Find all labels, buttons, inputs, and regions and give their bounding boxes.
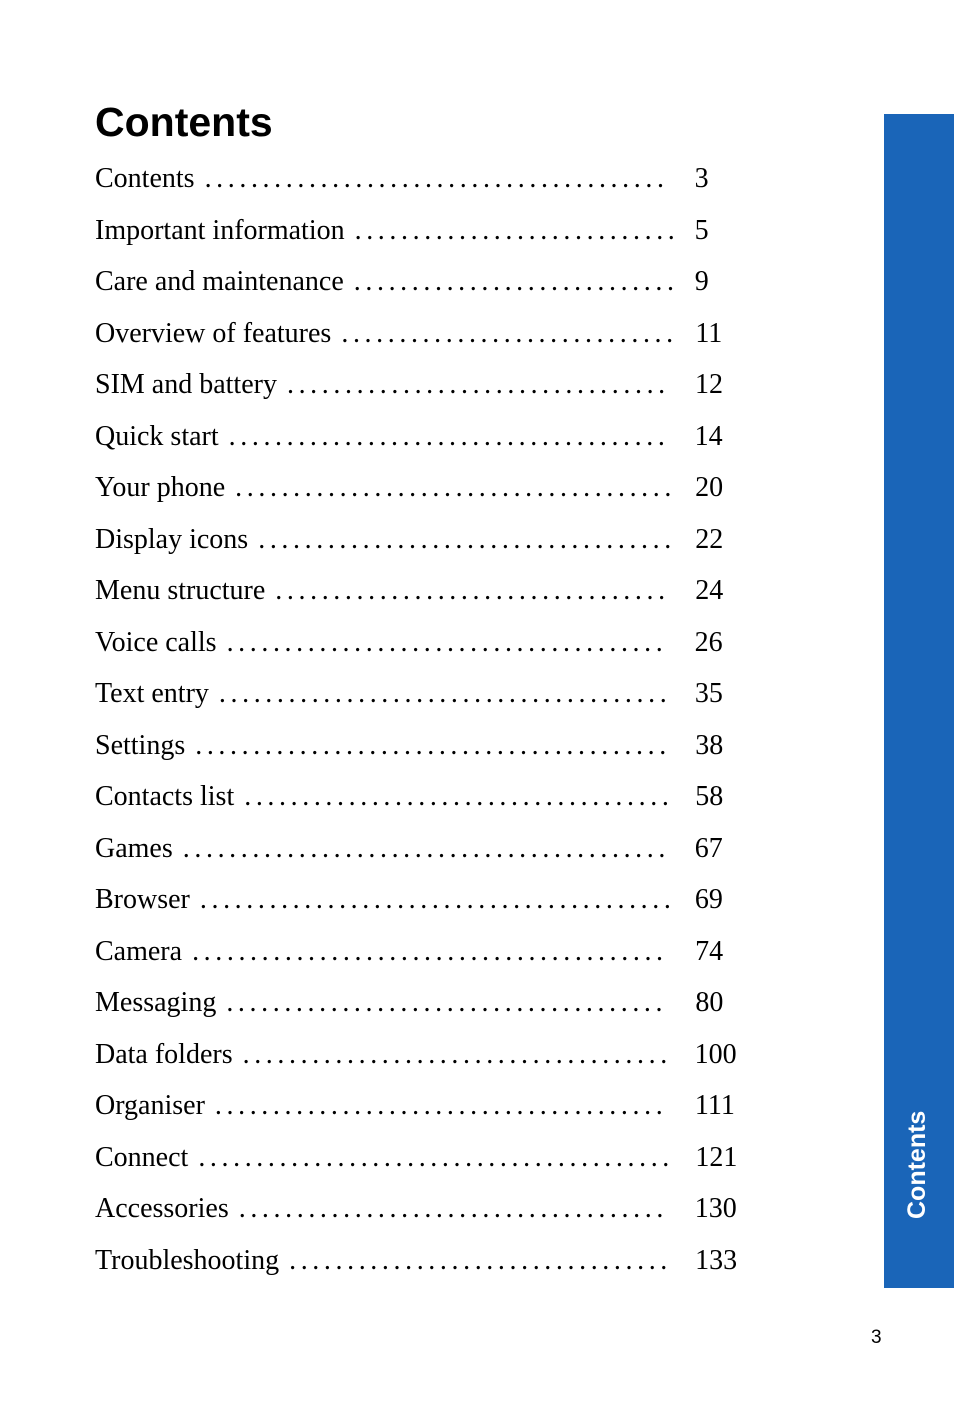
toc-entry-page: 12 [694, 369, 723, 400]
toc-entry-title: Accessories [95, 1193, 229, 1224]
toc-entry-title: Troubleshooting [95, 1244, 280, 1276]
toc-entry[interactable] [95, 369, 755, 421]
toc-entry-page: 121 [695, 1141, 738, 1173]
toc-dot-leader: ...................................... [235, 472, 676, 503]
toc-entry[interactable] [95, 472, 755, 524]
toc-entry-title: Organiser [95, 1090, 205, 1121]
side-tab-label: Contents [903, 1110, 931, 1219]
toc-dot-leader: ......................................... [192, 935, 668, 967]
toc-entry-page: 100 [694, 1038, 737, 1070]
toc-entry[interactable] [95, 1039, 755, 1091]
toc-entry[interactable] [95, 524, 755, 576]
toc-entry-title: Quick start [95, 420, 219, 452]
toc-entry-page: 38 [695, 729, 724, 761]
toc-entry-title: SIM and battery [95, 369, 277, 400]
toc-entry-title: Camera [95, 935, 183, 967]
toc-entry[interactable] [95, 1245, 755, 1297]
toc-entry[interactable] [95, 421, 755, 473]
toc-entry[interactable] [95, 575, 755, 627]
page-title: Contents [95, 99, 273, 145]
toc-entry-title: Contents [95, 163, 195, 194]
toc-entry-title: Settings [95, 729, 186, 761]
toc-entry-title: Important information [95, 214, 345, 246]
page-number: 3 [871, 1327, 882, 1348]
toc-entry[interactable] [95, 1142, 755, 1194]
toc-entry-title: Your phone [95, 472, 226, 503]
toc-dot-leader: ............................. [341, 317, 678, 349]
toc-entry-title: Games [95, 832, 173, 864]
toc-entry-title: Data folders [95, 1038, 233, 1070]
toc-dot-leader: ......................................... [195, 729, 671, 761]
toc-entry-page: 35 [694, 678, 723, 709]
toc-entry-page: 26 [694, 626, 723, 658]
toc-entry-page: 9 [694, 266, 709, 297]
toc-entry-title: Overview of features [95, 317, 332, 349]
toc-entry-page: 80 [695, 987, 724, 1018]
toc-entry-title: Text entry [95, 678, 209, 709]
toc-entry[interactable] [95, 678, 755, 730]
toc-dot-leader: ............................ [353, 266, 679, 297]
toc-entry[interactable] [95, 987, 755, 1039]
toc-entry[interactable] [95, 163, 755, 215]
toc-entry-title: Browser [95, 884, 190, 915]
toc-dot-leader: ................................. [286, 369, 670, 400]
toc-entry-page: 58 [695, 781, 724, 812]
toc-entry-page: 14 [694, 420, 723, 452]
toc-entry[interactable] [95, 781, 755, 833]
toc-entry-page: 20 [695, 472, 724, 503]
toc-entry-page: 5 [694, 214, 709, 246]
toc-entry-title: Connect [95, 1141, 189, 1173]
toc-dot-leader: ...................................... [226, 987, 668, 1018]
toc-dot-leader: .................................. [275, 575, 670, 606]
toc-dot-leader: .................................... [258, 523, 676, 555]
toc-dot-leader: ....................................... [214, 1090, 668, 1121]
toc-dot-leader: ............................ [354, 214, 680, 246]
toc-entry-page: 67 [694, 832, 723, 864]
toc-entry-page: 3 [694, 163, 709, 194]
toc-entry-page: 11 [695, 317, 723, 349]
toc-dot-leader: ......................................... [199, 884, 676, 915]
toc-entry-page: 22 [695, 523, 724, 555]
toc-entry[interactable] [95, 266, 755, 318]
toc-entry[interactable] [95, 627, 755, 679]
toc-entry-title: Messaging [95, 987, 217, 1018]
table-of-contents [95, 163, 755, 1296]
toc-dot-leader: ......................................... [198, 1141, 674, 1173]
toc-entry[interactable] [95, 884, 755, 936]
toc-dot-leader: ..................................... [238, 1193, 668, 1224]
toc-dot-leader: ................................. [289, 1244, 672, 1276]
toc-entry[interactable] [95, 730, 755, 782]
toc-entry-page: 24 [695, 575, 724, 606]
toc-dot-leader: ...................................... [226, 626, 668, 658]
toc-entry[interactable] [95, 833, 755, 885]
toc-entry-title: Contacts list [95, 781, 235, 812]
toc-entry-page: 130 [694, 1193, 737, 1224]
toc-dot-leader: .......................................... [182, 832, 670, 864]
toc-dot-leader: ....................................... [218, 678, 672, 709]
toc-entry-title: Voice calls [95, 626, 217, 658]
toc-entry[interactable] [95, 215, 755, 267]
toc-entry-page: 74 [695, 935, 724, 967]
toc-entry-title: Menu structure [95, 575, 266, 606]
toc-dot-leader: ..................................... [244, 781, 674, 812]
toc-entry-page: 69 [694, 884, 723, 915]
toc-dot-leader: ..................................... [242, 1038, 672, 1070]
section-side-tab [884, 114, 954, 1288]
toc-entry[interactable] [95, 318, 755, 370]
toc-entry-page: 111 [694, 1090, 735, 1121]
toc-entry[interactable] [95, 936, 755, 988]
toc-dot-leader: ...................................... [228, 420, 670, 452]
toc-entry-title: Display icons [95, 523, 249, 555]
toc-entry[interactable] [95, 1090, 755, 1142]
toc-dot-leader: ........................................ [204, 163, 669, 194]
toc-entry[interactable] [95, 1193, 755, 1245]
toc-entry-page: 133 [695, 1244, 738, 1276]
toc-entry-title: Care and maintenance [95, 266, 344, 297]
